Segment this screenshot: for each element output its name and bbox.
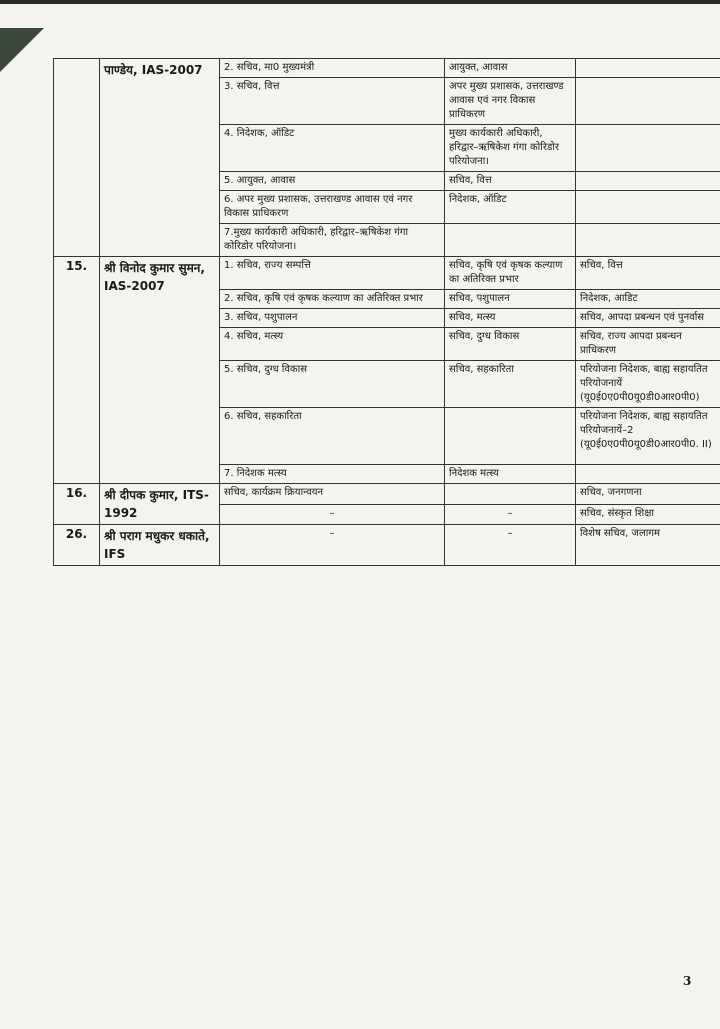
new-post bbox=[445, 224, 576, 257]
current-post: 7. निदेशक मत्स्य bbox=[220, 465, 445, 484]
new-post bbox=[445, 408, 576, 465]
removed-post bbox=[576, 172, 720, 191]
officer-name: श्री विनोद कुमार सुमन, IAS-2007 bbox=[100, 257, 220, 484]
new-post: – bbox=[445, 504, 576, 525]
folded-page-corner bbox=[0, 28, 44, 72]
removed-post bbox=[576, 465, 720, 484]
removed-post: सचिव, राज्य आपदा प्रबन्धन प्राधिकरण bbox=[576, 328, 720, 361]
current-post: 1. सचिव, राज्य सम्पत्ति bbox=[220, 257, 445, 290]
officer-name: श्री दीपक कुमार, ITS-1992 bbox=[100, 484, 220, 525]
new-post: आयुक्त, आवास bbox=[445, 59, 576, 78]
serial-number: 15. bbox=[54, 257, 100, 484]
new-post: – bbox=[445, 525, 576, 566]
new-post: निदेशक, ऑडिट bbox=[445, 191, 576, 224]
current-post: 3. सचिव, पशुपालन bbox=[220, 309, 445, 328]
serial-cell bbox=[54, 59, 100, 257]
new-post: सचिव, वित्त bbox=[445, 172, 576, 191]
removed-post bbox=[576, 78, 720, 125]
removed-post: विशेष सचिव, जलागम bbox=[576, 525, 720, 566]
removed-post: परियोजना निदेशक, बाह्य सहायतित परियोजनायें (यू0ई0ए0पी0यू0डी0आर0पी0) bbox=[576, 361, 720, 408]
new-post: निदेशक मत्स्य bbox=[445, 465, 576, 484]
current-post: सचिव, कार्यक्रम क्रियान्वयन bbox=[220, 484, 445, 505]
removed-post bbox=[576, 59, 720, 78]
removed-post: निदेशक, आडिट bbox=[576, 290, 720, 309]
current-post: 5. आयुक्त, आवास bbox=[220, 172, 445, 191]
removed-post: सचिव, आपदा प्रबन्धन एवं पुनर्वास bbox=[576, 309, 720, 328]
new-post: सचिव, कृषि एवं कृषक कल्याण का अतिरिक्त प्रभार bbox=[445, 257, 576, 290]
table-row bbox=[54, 59, 720, 78]
current-post: 6. सचिव, सहकारिता bbox=[220, 408, 445, 465]
scan-top-edge bbox=[0, 0, 720, 4]
current-post: 3. सचिव, वित्त bbox=[220, 78, 445, 125]
new-post: सचिव, सहकारिता bbox=[445, 361, 576, 408]
officer-name: श्री पराग मधुकर धकाते, IFS bbox=[100, 525, 220, 566]
new-post: सचिव, मत्स्य bbox=[445, 309, 576, 328]
officer-name: पाण्डेय, IAS-2007 bbox=[100, 59, 220, 257]
new-post bbox=[445, 484, 576, 505]
posting-table bbox=[53, 58, 720, 566]
removed-post bbox=[576, 125, 720, 172]
current-post: – bbox=[220, 504, 445, 525]
current-post: 6. अपर मुख्य प्रशासक, उत्तराखण्ड आवास एवं नगर विकास प्राधिकरण bbox=[220, 191, 445, 224]
new-post: मुख्य कार्यकारी अधिकारी, हरिद्वार–ऋषिकेश गंगा कोरिडोर परियोजना। bbox=[445, 125, 576, 172]
new-post: अपर मुख्य प्रशासक, उत्तराखण्ड आवास एवं नगर विकास प्राधिकरण bbox=[445, 78, 576, 125]
table-row bbox=[54, 257, 720, 290]
serial-number: 16. bbox=[54, 484, 100, 525]
current-post: 2. सचिव, मा0 मुख्यमंत्री bbox=[220, 59, 445, 78]
current-post: 7.मुख्य कार्यकारी अधिकारी, हरिद्वार–ऋषिकेश गंगा कोरिडोर परियोजना। bbox=[220, 224, 445, 257]
removed-post bbox=[576, 191, 720, 224]
removed-post: सचिव, संस्कृत शिक्षा bbox=[576, 504, 720, 525]
current-post: 4. सचिव, मत्स्य bbox=[220, 328, 445, 361]
current-post: 5. सचिव, दुग्ध विकास bbox=[220, 361, 445, 408]
page-number: 3 bbox=[683, 974, 692, 988]
current-post: 2. सचिव, कृषि एवं कृषक कल्याण का अतिरिक्त प्रभार bbox=[220, 290, 445, 309]
current-post: – bbox=[220, 525, 445, 566]
current-post: 4. निदेशक, ऑडिट bbox=[220, 125, 445, 172]
new-post: सचिव, दुग्ध विकास bbox=[445, 328, 576, 361]
removed-post bbox=[576, 224, 720, 257]
serial-number: 26. bbox=[54, 525, 100, 566]
removed-post: परियोजना निदेशक, बाह्य सहायतित परियोजनायें–2 (यू0ई0ए0पी0यू0डी0आर0पी0. II) bbox=[576, 408, 720, 465]
removed-post: सचिव, जनगणना bbox=[576, 484, 720, 505]
table-row bbox=[54, 484, 720, 505]
table-row bbox=[54, 525, 720, 566]
new-post: सचिव, पशुपालन bbox=[445, 290, 576, 309]
removed-post: सचिव, वित्त bbox=[576, 257, 720, 290]
